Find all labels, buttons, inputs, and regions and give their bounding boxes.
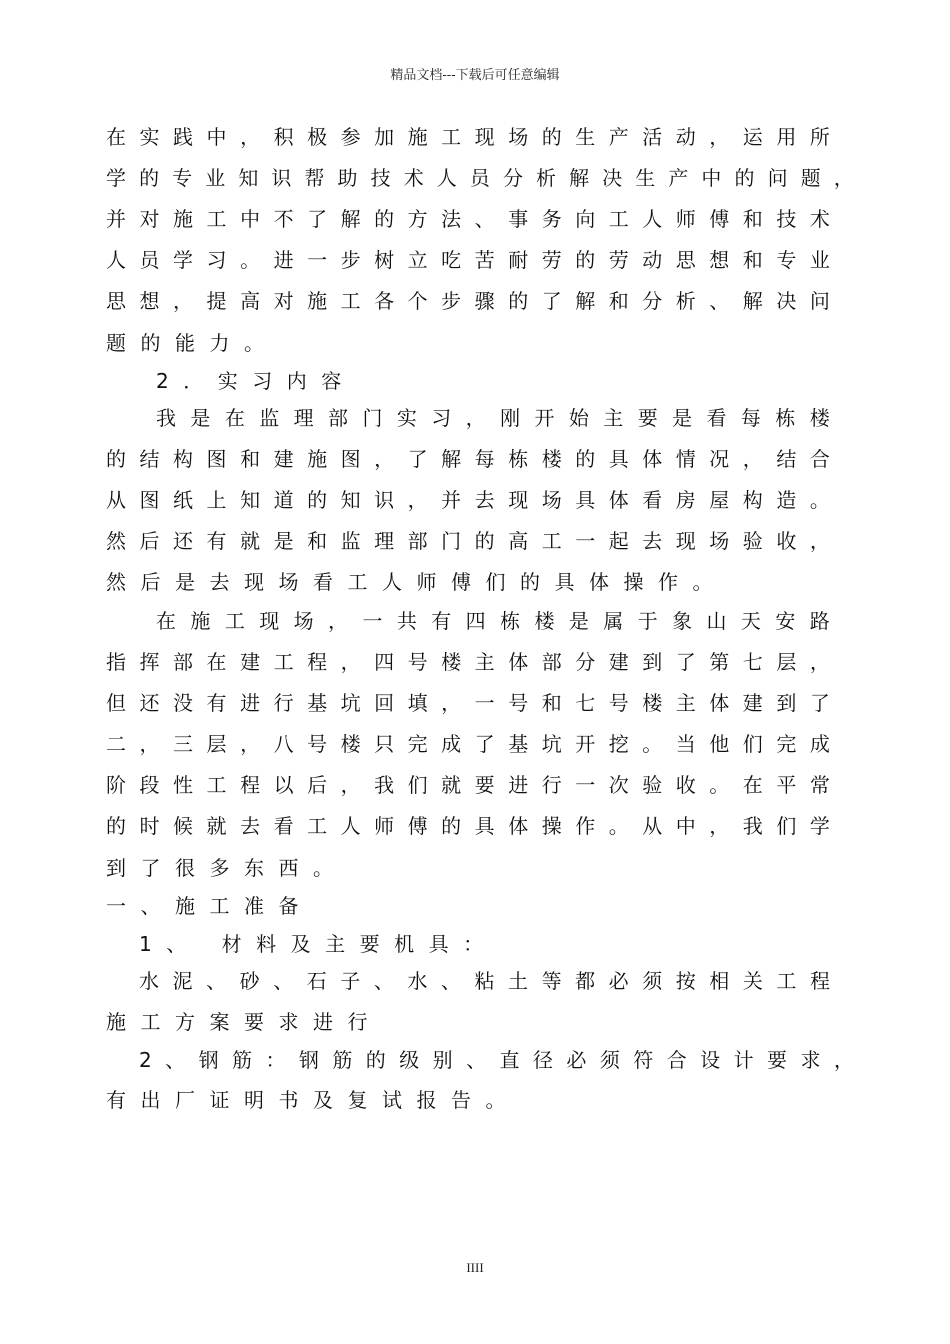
text-line: 学 的 专 业 知 识 帮 助 技 术 人 员 分 析 解 决 生 产 中 的 问 题 ， xyxy=(106,166,854,190)
page-header: 精品文档---下载后可任意编辑 xyxy=(390,68,560,83)
text-line: 我 是 在 监 理 部 门 实 习 ， 刚 开 始 主 要 是 看 每 栋 楼 xyxy=(156,406,830,430)
text-line: 指 挥 部 在 建 工 程 ， 四 号 楼 主 体 部 分 建 到 了 第 七 层 ， xyxy=(106,650,830,674)
text-line: 然后是去现场看工人师傅们的具体操作。 xyxy=(106,570,727,594)
text-line: 从 图 纸 上 知 道 的 知 识 ， 并 去 现 场 具 体 看 房 屋 构 造 。 xyxy=(106,488,830,512)
text-line: 人 员 学 习 。 进 一 步 树 立 吃 苦 耐 劳 的 劳 动 思 想 和 专 业 xyxy=(106,248,830,272)
text-line: 然 后 还 有 就 是 和 监 理 部 门 的 高 工 一 起 去 现 场 验 收 ， xyxy=(106,529,830,553)
text-line: 二 ， 三 层 ， 八 号 楼 只 完 成 了 基 坑 开 挖 。 当 他 们 完 成 xyxy=(106,732,830,756)
text-line: 阶 段 性 工 程 以 后 ， 我 们 就 要 进 行 一 次 验 收 。 在 平 常 xyxy=(106,773,830,797)
text-line: 有出厂证明书及复试报告。 xyxy=(106,1088,520,1112)
text-line: 在 施 工 现 场 ， 一 共 有 四 栋 楼 是 属 于 象 山 天 安 路 xyxy=(156,609,830,633)
subsection-heading: 1、 材料及主要机具： xyxy=(139,932,498,956)
text-line: 2 、 钢 筋 ： 钢 筋 的 级 别 、 直 径 必 须 符 合 设 计 要 求 ， xyxy=(139,1048,854,1072)
text-line: 的 结 构 图 和 建 施 图 ， 了 解 每 栋 楼 的 具 体 情 况 ， 结 合 xyxy=(106,447,830,471)
text-line: 并 对 施 工 中 不 了 解 的 方 法 、 事 务 向 工 人 师 傅 和 技 术 xyxy=(106,207,830,231)
page-number: IIII xyxy=(466,1260,484,1275)
text-line: 在 实 践 中 ， 积 极 参 加 施 工 现 场 的 生 产 活 动 ， 运 用 所 xyxy=(106,125,830,149)
text-line: 题的能力。 xyxy=(106,331,279,355)
text-line: 水 泥 、 砂 、 石 子 、 水 、 粘 土 等 都 必 须 按 相 关 工 程 xyxy=(139,969,830,993)
text-line: 到了很多东西。 xyxy=(106,856,348,880)
text-line: 的 时 候 就 去 看 工 人 师 傅 的 具 体 操 作 。 从 中 ， 我 们 学 xyxy=(106,814,830,838)
section-heading: 2．实习内容 xyxy=(156,369,356,393)
text-line: 但 还 没 有 进 行 基 坑 回 填 ， 一 号 和 七 号 楼 主 体 建 到 了 xyxy=(106,691,830,715)
section-heading: 一、施工准备 xyxy=(106,894,313,918)
text-line: 施工方案要求进行 xyxy=(106,1010,382,1034)
text-line: 思 想 ， 提 高 对 施 工 各 个 步 骤 的 了 解 和 分 析 、 解 决 问 xyxy=(106,289,830,313)
